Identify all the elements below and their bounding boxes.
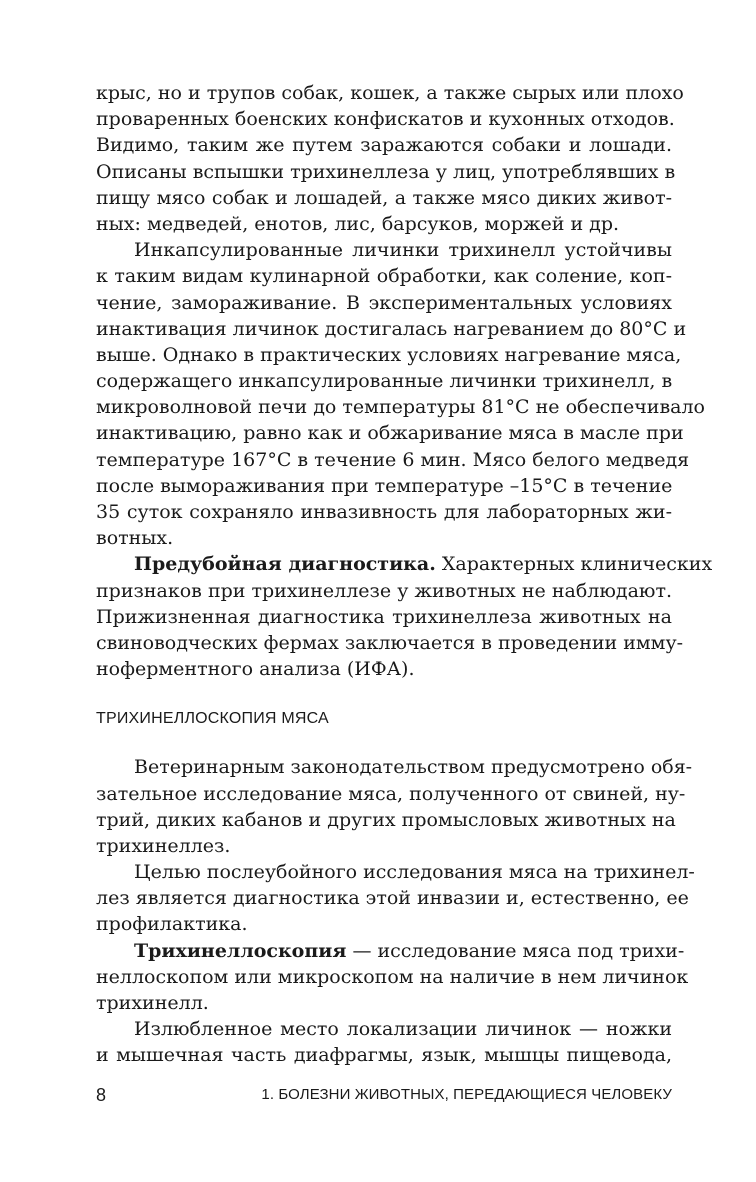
text-line (96, 551, 713, 577)
bold-term: Трихинеллоскопия (134, 939, 347, 962)
paragraph (96, 938, 689, 1017)
text-line: после вымораживания при температуре –15°С в течение (96, 474, 673, 497)
text-line: выше. Однако в практических условиях нагревание мяса, (96, 343, 682, 366)
text-line: свиноводческих фермах заключается в проведении имму- (96, 631, 684, 654)
section-heading: ТРИХИНЕЛЛОСКОПИЯ МЯСА (96, 710, 329, 728)
text-line: пищу мясо собак и лошадей, а также мясо диких живот- (96, 186, 672, 209)
text-line: чение, замораживание. В экспериментальных условиях (96, 291, 672, 314)
text-line: крыс, но и трупов собак, кошек, а также сырых или плохо (96, 82, 684, 104)
paragraph (96, 1016, 672, 1068)
paragraph (96, 754, 693, 859)
text-line: Описаны вспышки трихинеллеза у лиц, употреблявших в (96, 160, 676, 183)
text-line: Инкапсулированные личинки трихинелл устойчивы (134, 239, 672, 262)
text-line: вотных. (96, 527, 174, 550)
text-line: трий, диких кабанов и других промысловых животных на (96, 808, 676, 831)
text-line: 35 суток сохраняло инвазивность для лабораторных жи- (96, 501, 672, 523)
text-line: температуре 167°С в течение 6 мин. Мясо белого медведя (96, 448, 690, 471)
text-line: Видимо, таким же путем заражаются собаки и лошади. (96, 134, 672, 157)
text-line: трихинелл. (96, 992, 209, 1014)
page-number: 8 (96, 1085, 107, 1105)
paragraph (96, 859, 695, 938)
running-title: 1. БОЛЕЗНИ ЖИВОТНЫХ, ПЕРЕДАЮЩИЕСЯ ЧЕЛОВЕКУ (261, 1086, 672, 1103)
text-line: и мышечная часть диафрагмы, язык, мышцы пищевода, (96, 1044, 672, 1067)
text-run: — исследование мяса под трихи- (346, 939, 685, 962)
text-line: проваренных боенских конфискатов и кухонных отходов. (96, 108, 675, 131)
text-run: Характерных клинических (435, 553, 713, 576)
paragraph (96, 237, 705, 551)
text-line: микроволновой печи до температуры 81°С не обеспечивало (96, 396, 705, 419)
text-line: Целью послеубойного исследования мяса на трихинел- (134, 861, 695, 884)
text-line: неллоскопом или микроскопом на наличие в нем личинок (96, 965, 689, 988)
text-line: инактивацию, равно как и обжаривание мяса в масле при (96, 422, 684, 445)
text-line: Ветеринарным законодательством предусмотрено обя- (134, 756, 693, 779)
text-line: ноферментного анализа (ИФА). (96, 658, 415, 681)
text-line: инактивация личинок достигалась нагреванием до 80°С и (96, 317, 687, 340)
text-line: профилактика. (96, 913, 248, 936)
text-line: лез является диагностика этой инвазии и, естественно, ее (96, 887, 689, 910)
paragraph (96, 80, 684, 237)
text-line: признаков при трихинеллезе у животных не наблюдают. (96, 579, 672, 602)
text-line: Излюбленное место локализации личинок — ножки (134, 1018, 672, 1041)
text-line: зательное исследование мяса, полученного от свиней, ну- (96, 782, 686, 805)
text-line: трихинеллез. (96, 834, 231, 857)
text-line: Прижизненная диагностика трихинеллеза животных на (96, 605, 672, 628)
text-line: содержащего инкапсулированные личинки трихинелл, в (96, 370, 673, 393)
spacer (96, 682, 672, 706)
page-footer (96, 1083, 672, 1107)
text-line (96, 938, 685, 964)
spacer (96, 732, 672, 754)
bold-term: Предубойная диагностика. (134, 553, 436, 576)
page-body (96, 80, 713, 1069)
text-line: ных: медведей, енотов, лис, барсуков, моржей и др. (96, 212, 620, 235)
text-line: к таким видам кулинарной обработки, как соление, коп- (96, 265, 672, 288)
paragraph (96, 551, 713, 682)
